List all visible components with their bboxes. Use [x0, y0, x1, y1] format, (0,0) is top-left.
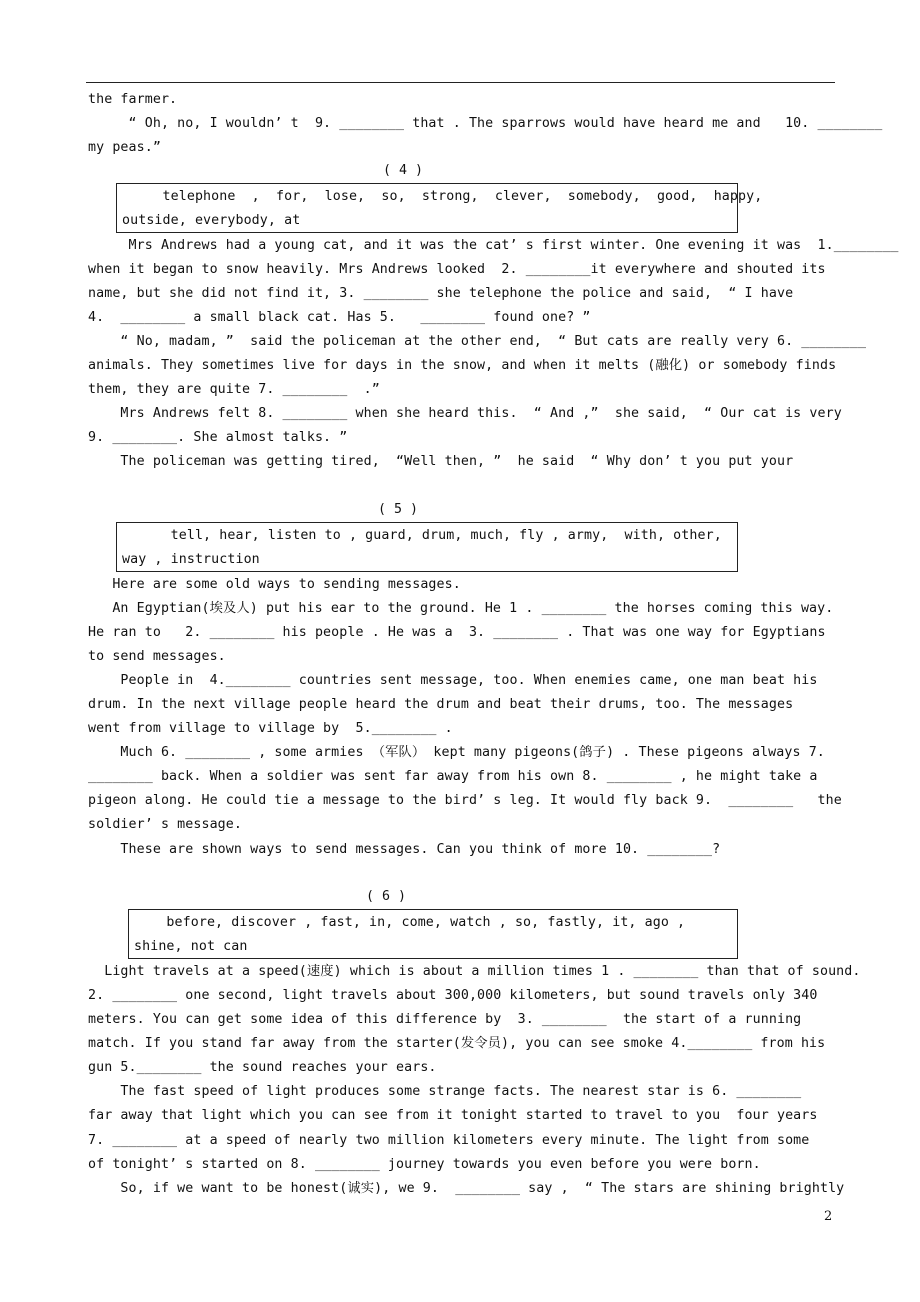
section-5-box-line-2: way , instruction: [122, 552, 260, 567]
section-5-line-11: soldier’ s message.: [88, 817, 243, 832]
section-4-line-4: 4. ________ a small black cat. Has 5. ________ found one? ”: [88, 310, 591, 325]
section-6-line-5: gun 5.________ the sound reaches your ears.: [88, 1060, 437, 1075]
section-4-line-10: The policeman was getting tired, “Well then, ” he said “ Why don’ t you put your: [88, 454, 794, 469]
section-6-line-7: far away that light which you can see from it tonight started to travel to you four years: [88, 1108, 818, 1123]
section-4-line-1: Mrs Andrews had a young cat, and it was the cat’ s first winter. One evening it was 1.________: [88, 238, 899, 253]
continued-line-2: “ Oh, no, I wouldn’ t 9. ________ that . The sparrows would have heard me and 10. ________: [88, 116, 883, 131]
section-6-box-line-2: shine, not can: [134, 939, 248, 954]
section-6-line-2: 2. ________ one second, light travels about 300,000 kilometers, but sound travels only 340: [88, 988, 818, 1003]
section-4-line-5: “ No, madam, ” said the policeman at the other end, “ But cats are really very 6. ________: [88, 334, 867, 349]
section-6-line-1: Light travels at a speed(速度) which is about a million times 1 . ________ than that of sound.: [88, 964, 861, 979]
continued-line-3: my peas.”: [88, 140, 161, 155]
section-5-line-12: These are shown ways to send messages. Can you think of more 10. ________?: [88, 842, 721, 857]
section-4-line-7: them, they are quite 7. ________ .”: [88, 382, 380, 397]
section-4-line-3: name, but she did not find it, 3. ________ she telephone the police and said, “ I have: [88, 286, 794, 301]
section-6-box-line-1: before, discover , fast, in, come, watch , so, fastly, it, ago ,: [134, 915, 686, 930]
section-5-heading: ( 5 ): [378, 502, 419, 517]
section-6-line-8: 7. ________ at a speed of nearly two million kilometers every minute. The light from some: [88, 1133, 810, 1148]
section-4-box-line-1: telephone , for, lose, so, strong, clever, somebody, good, happy,: [122, 189, 763, 204]
section-4-box-line-2: outside, everybody, at: [122, 213, 301, 228]
section-5-line-9: ________ back. When a soldier was sent far away from his own 8. ________ , he might take a: [88, 769, 818, 784]
continued-line-1: the farmer.: [88, 92, 178, 107]
section-6-line-3: meters. You can get some idea of this difference by 3. ________ the start of a running: [88, 1012, 802, 1027]
section-5-line-5: People in 4.________ countries sent message, too. When enemies came, one man beat his: [88, 673, 818, 688]
section-5-line-3: He ran to 2. ________ his people . He was a 3. ________ . That was one way for Egyptians: [88, 625, 826, 640]
header-rule: [86, 82, 835, 83]
section-6-line-9: of tonight’ s started on 8. ________ journey towards you even before you were born.: [88, 1157, 761, 1172]
section-4-line-6: animals. They sometimes live for days in the snow, and when it melts (融化) or somebody finds: [88, 358, 837, 373]
section-6-line-10: So, if we want to be honest(诚实), we 9. ________ say , “ The stars are shining brightly: [88, 1181, 845, 1196]
section-5-line-6: drum. In the next village people heard the drum and beat their drums, too. The messages: [88, 697, 794, 712]
section-5-line-8: Much 6. ________ , some armies （军队） kept many pigeons(鸽子) . These pigeons always 7.: [88, 745, 825, 760]
page-number: 2: [824, 1209, 833, 1224]
section-5-line-2: An Egyptian(埃及人) put his ear to the ground. He 1 . ________ the horses coming this way.: [88, 601, 834, 616]
section-5-line-7: went from village to village by 5.________ .: [88, 721, 453, 736]
section-5-line-4: to send messages.: [88, 649, 226, 664]
section-5-line-10: pigeon along. He could tie a message to the bird’ s leg. It would fly back 9. ________ the: [88, 793, 842, 808]
section-6-line-6: The fast speed of light produces some strange facts. The nearest star is 6. ________: [88, 1084, 802, 1099]
section-5-box-line-1: tell, hear, listen to , guard, drum, much, fly , army, with, other,: [122, 528, 722, 543]
section-6-line-4: match. If you stand far away from the starter(发令员), you can see smoke 4.________ from his: [88, 1036, 826, 1051]
section-4-line-8: Mrs Andrews felt 8. ________ when she heard this. “ And ,” she said, “ Our cat is very: [88, 406, 842, 421]
section-4-heading: ( 4 ): [383, 163, 424, 178]
section-5-line-1: Here are some old ways to sending messages.: [88, 577, 461, 592]
section-4-line-9: 9. ________. She almost talks. ”: [88, 430, 348, 445]
section-4-line-2: when it began to snow heavily. Mrs Andrews looked 2. ________it everywhere and shouted its: [88, 262, 826, 277]
section-6-heading: ( 6 ): [366, 889, 407, 904]
